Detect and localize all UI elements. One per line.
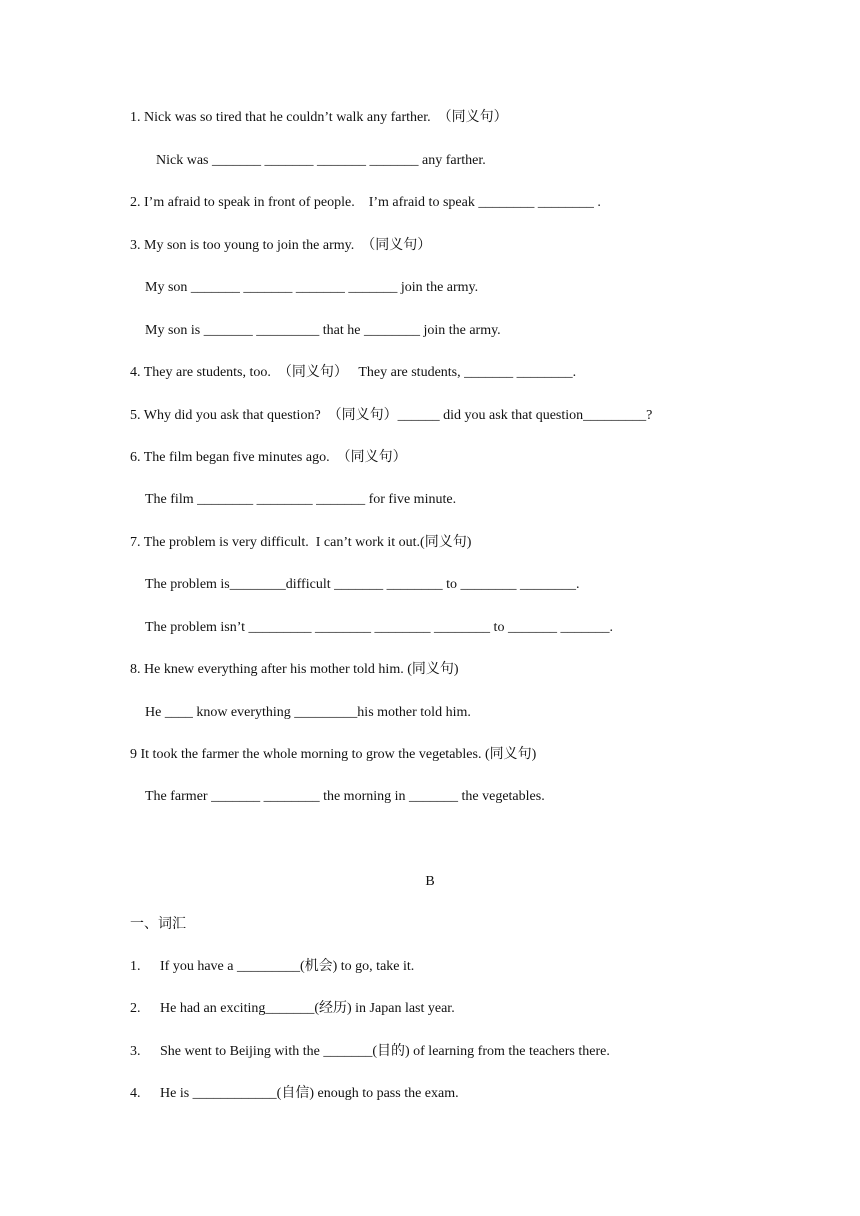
question-8-prompt: 8. He knew everything after his mother told him. (同义句) (130, 662, 459, 677)
vocabulary-item-number: 2. (130, 1001, 141, 1016)
vocabulary-item-text: She went to Beijing with the _______(目的) of learning from the teachers there. (160, 1044, 610, 1059)
question-1-answer: Nick was _______ _______ _______ _______ any farther. (156, 153, 486, 168)
question-3-answer-2: My son is _______ _________ that he ________ join the army. (145, 323, 501, 338)
vocabulary-item-number: 4. (130, 1086, 141, 1101)
vocabulary-item (130, 958, 414, 976)
question-8-answer: He ____ know everything _________his mother told him. (145, 705, 471, 720)
question-7-prompt: 7. The problem is very difficult. I can’t work it out.(同义句) (130, 535, 472, 550)
vocabulary-heading: 一、词汇 (130, 917, 186, 932)
question-4-prompt: 4. They are students, too. （同义句） They are students, _______ ________. (130, 365, 577, 380)
vocabulary-item-number: 1. (130, 959, 141, 974)
question-6-prompt: 6. The film began five minutes ago. （同义句） (130, 450, 407, 465)
vocabulary-item-number: 3. (130, 1044, 141, 1059)
question-9-answer: The farmer _______ ________ the morning in _______ the vegetables. (145, 789, 545, 804)
section-b-title: B (425, 874, 435, 889)
question-6-answer: The film ________ ________ _______ for five minute. (145, 492, 457, 507)
question-1-prompt: 1. Nick was so tired that he couldn’t walk any farther. （同义句） (130, 110, 508, 125)
vocabulary-item (130, 1043, 610, 1061)
question-3-prompt: 3. My son is too young to join the army. （同义句） (130, 238, 432, 253)
question-7-answer-1: The problem is________difficult _______ ________ to ________ ________. (145, 577, 580, 592)
question-5-prompt: 5. Why did you ask that question? （同义句）______ did you ask that question_________? (130, 408, 653, 423)
question-9-prompt: 9 It took the farmer the whole morning to grow the vegetables. (同义句) (130, 747, 537, 762)
vocabulary-item-text: He is ____________(自信) enough to pass the exam. (160, 1086, 459, 1101)
question-2-prompt: 2. I’m afraid to speak in front of people. I’m afraid to speak ________ ________ . (130, 195, 601, 210)
vocabulary-item (130, 1000, 455, 1018)
vocabulary-item-text: If you have a _________(机会) to go, take it. (160, 959, 415, 974)
vocabulary-item (130, 1085, 459, 1103)
question-7-answer-2: The problem isn’t _________ ________ ________ ________ to _______ _______. (145, 620, 613, 635)
question-3-answer-1: My son _______ _______ _______ _______ join the army. (145, 280, 479, 295)
vocabulary-item-text: He had an exciting_______(经历) in Japan last year. (160, 1001, 455, 1016)
